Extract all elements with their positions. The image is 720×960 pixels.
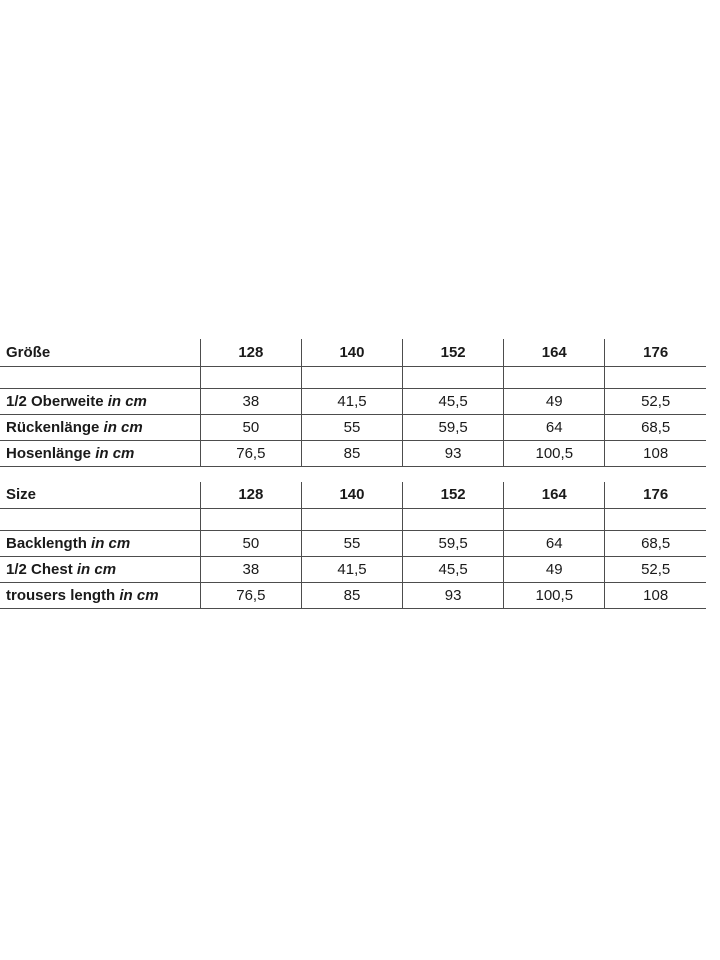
row-unit: in cm	[107, 392, 147, 410]
header-row-german	[0, 339, 706, 366]
value-cell: 108	[605, 583, 706, 609]
size-column-header: 176	[605, 482, 706, 509]
value-cell: 68,5	[605, 414, 706, 440]
value-cell: 50	[200, 414, 301, 440]
row-label: Hosenlänge	[6, 444, 92, 462]
value-cell: 64	[504, 414, 605, 440]
spacer-cell	[0, 366, 200, 388]
value-cell: 100,5	[504, 440, 605, 466]
value-cell: 49	[504, 557, 605, 583]
value-cell: 76,5	[200, 440, 301, 466]
value-cell: 85	[301, 583, 402, 609]
row-label: 1/2 Oberweite	[6, 392, 104, 410]
value-cell: 85	[301, 440, 402, 466]
row-unit: in cm	[91, 535, 131, 552]
value-cell: 108	[605, 440, 706, 466]
spacer-cell	[0, 509, 200, 531]
value-cell: 68,5	[605, 531, 706, 557]
size-column-header: 140	[301, 339, 402, 366]
row-label-cell	[0, 531, 200, 557]
row-unit: in cm	[76, 561, 117, 578]
size-column-header: 140	[301, 482, 402, 509]
measurement-row	[0, 414, 706, 440]
row-label-cell	[0, 583, 200, 609]
header-row-english	[0, 482, 706, 509]
value-cell: 100,5	[504, 583, 605, 609]
size-table-german	[0, 339, 706, 467]
value-cell: 49	[504, 388, 605, 414]
spacer-cell	[504, 366, 605, 388]
spacer-row	[0, 509, 706, 531]
value-cell: 50	[200, 531, 301, 557]
row-label-cell	[0, 388, 200, 414]
row-label-cell	[0, 557, 200, 583]
size-column-header: 176	[605, 339, 706, 366]
spacer-cell	[504, 509, 605, 531]
row-label: Rückenlänge	[6, 418, 100, 436]
measurement-row	[0, 583, 706, 609]
value-cell: 38	[200, 557, 301, 583]
row-label: Backlength	[6, 535, 87, 552]
size-column-header: 164	[504, 339, 605, 366]
measurement-row	[0, 440, 706, 466]
value-cell: 93	[403, 583, 504, 609]
measurement-row	[0, 531, 706, 557]
row-unit: in cm	[95, 444, 135, 462]
size-chart	[0, 339, 706, 609]
value-cell: 41,5	[301, 388, 402, 414]
spacer-cell	[301, 366, 402, 388]
value-cell: 93	[403, 440, 504, 466]
spacer-cell	[403, 509, 504, 531]
spacer-cell	[403, 366, 504, 388]
value-cell: 38	[200, 388, 301, 414]
measurement-row	[0, 557, 706, 583]
size-column-header: 152	[403, 482, 504, 509]
size-table-english	[0, 482, 706, 610]
row-label-cell	[0, 414, 200, 440]
spacer-cell	[605, 509, 706, 531]
size-column-header: 152	[403, 339, 504, 366]
value-cell: 52,5	[605, 388, 706, 414]
value-cell: 59,5	[403, 531, 504, 557]
row-unit: in cm	[119, 587, 159, 604]
value-cell: 45,5	[403, 557, 504, 583]
value-cell: 59,5	[403, 414, 504, 440]
size-column-header: 164	[504, 482, 605, 509]
table-title-english: Size	[0, 482, 200, 509]
value-cell: 45,5	[403, 388, 504, 414]
value-cell: 41,5	[301, 557, 402, 583]
spacer-row	[0, 366, 706, 388]
size-column-header: 128	[200, 339, 301, 366]
spacer-cell	[200, 509, 301, 531]
value-cell: 52,5	[605, 557, 706, 583]
value-cell: 76,5	[200, 583, 301, 609]
measurement-row	[0, 388, 706, 414]
row-label-cell	[0, 440, 200, 466]
row-label: trousers length	[6, 587, 116, 604]
size-column-header: 128	[200, 482, 301, 509]
value-cell: 55	[301, 414, 402, 440]
row-unit: in cm	[103, 418, 143, 436]
spacer-cell	[605, 366, 706, 388]
value-cell: 64	[504, 531, 605, 557]
value-cell: 55	[301, 531, 402, 557]
table-title-german: Größe	[0, 339, 200, 366]
spacer-cell	[200, 366, 301, 388]
row-label: 1/2 Chest	[6, 561, 73, 578]
spacer-cell	[301, 509, 402, 531]
